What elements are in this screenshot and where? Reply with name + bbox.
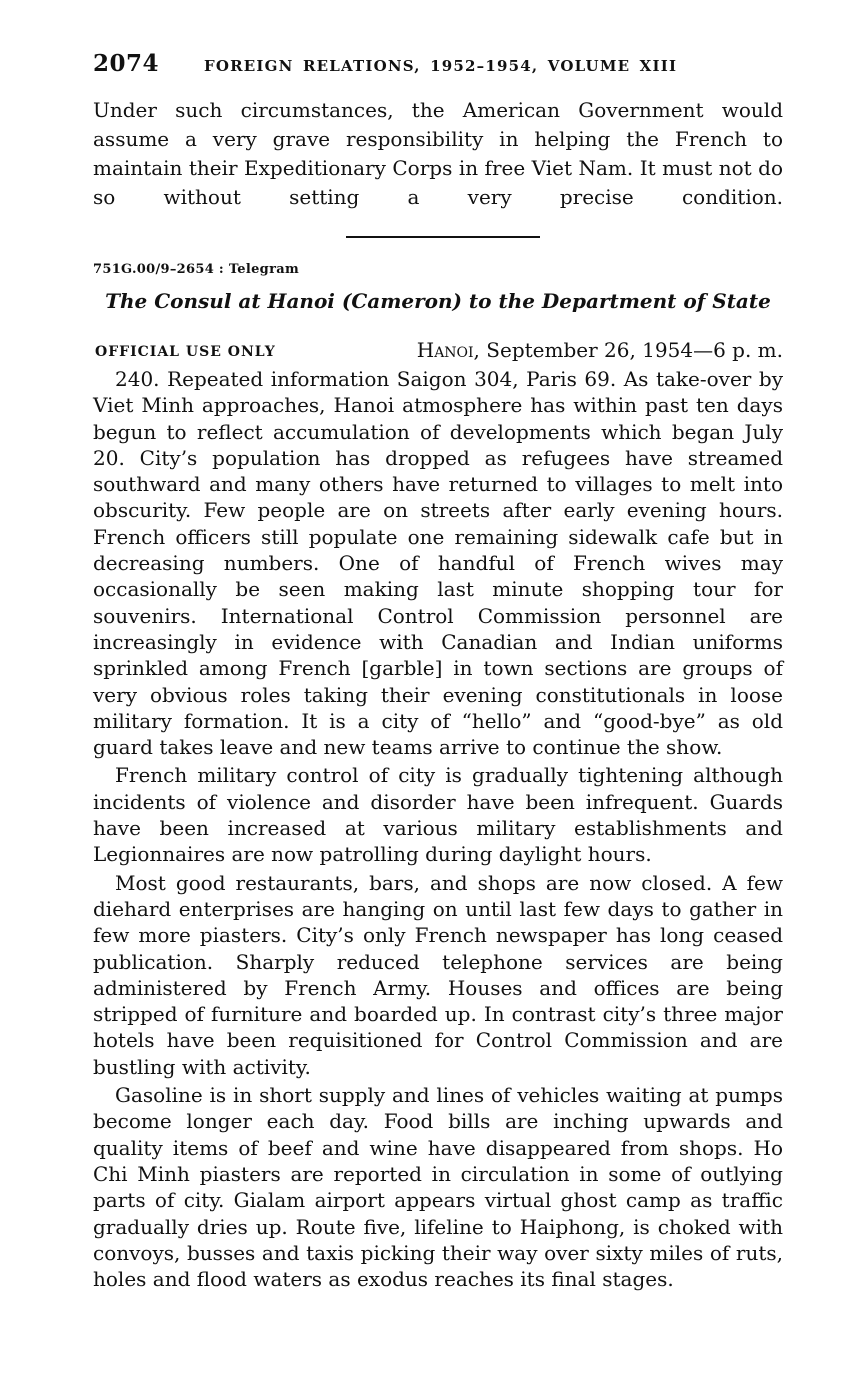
dateline-place: Hanoi,: [416, 338, 480, 362]
file-reference: 751G.00/9–2654 : Telegram: [93, 262, 299, 277]
page-header: [93, 50, 793, 82]
dateline: [417, 338, 783, 362]
telegram-body: [93, 366, 783, 1294]
dateline-date: September 26, 1954—6 p. m.: [486, 338, 783, 362]
section-divider: [346, 236, 540, 238]
classification-label: OFFICIAL USE ONLY: [95, 344, 276, 360]
document-title: The Consul at Hanoi (Cameron) to the Department of State: [105, 289, 771, 313]
body-paragraph: 240. Repeated information Saigon 304, Paris 69. As take-over by Viet Minh approaches, Hanoi atmosphere has within past ten days begun to reflect accumulation of developments which began July 20. City’s population has dropped as refugees have streamed southward and many others have returned to villages to melt into obscurity. Few people are on streets after early evening hours. French officers still populate one remaining sidewalk cafe but in decreasing numbers. One of handful of French wives may occasionally be seen making last minute shopping tour for souvenirs. International Control Commission personnel are increasingly in evidence with Canadian and Indian uniforms sprinkled among French [garble] in town sections are groups of very obvious roles taking their evening constitutionals in loose military formation. It is a city of “hello” and “good-bye” as old guard takes leave and new teams arrive to continue the show.: [93, 367, 783, 760]
running-title: FOREIGN RELATIONS, 1952–1954, VOLUME XIII: [204, 57, 678, 75]
body-paragraph: Gasoline is in short supply and lines of vehicles waiting at pumps become longer each day. Food bills are inching upwards and quality items of beef and wine have disappeared from shops. Ho Chi Minh piasters are reported in circulation in some of outlying parts of city. Gialam airport appears virtual ghost camp as traffic gradually dries up. Route five, lifeline to Haiphong, is choked with convoys, busses and taxis picking their way over sixty miles of ruts, holes and flood waters as exodus reaches its final stages.: [93, 1083, 783, 1292]
body-paragraph: French military control of city is gradually tightening although incidents of violence and disorder have been infrequent. Guards have been increased at various military establishments and Legionnaires are now patrolling during daylight hours.: [93, 763, 783, 867]
page-number: 2074: [93, 50, 160, 77]
body-paragraph: Most good restaurants, bars, and shops are now closed. A few diehard enterprises are hanging on until last few days to gather in few more piasters. City’s only French newspaper has long ceased publication. Sharply reduced telephone services are being administered by French Army. Houses and offices are being stripped of furniture and boarded up. In contrast city’s three major hotels have been requisitioned for Control Commission and are bustling with activity.: [93, 870, 783, 1079]
intro-paragraph: Under such circumstances, the American Government would assume a very grave responsibility in helping the French to maintain their Expeditionary Corps in free Viet Nam. It must not do so without setting a very precise condition.: [93, 98, 783, 209]
